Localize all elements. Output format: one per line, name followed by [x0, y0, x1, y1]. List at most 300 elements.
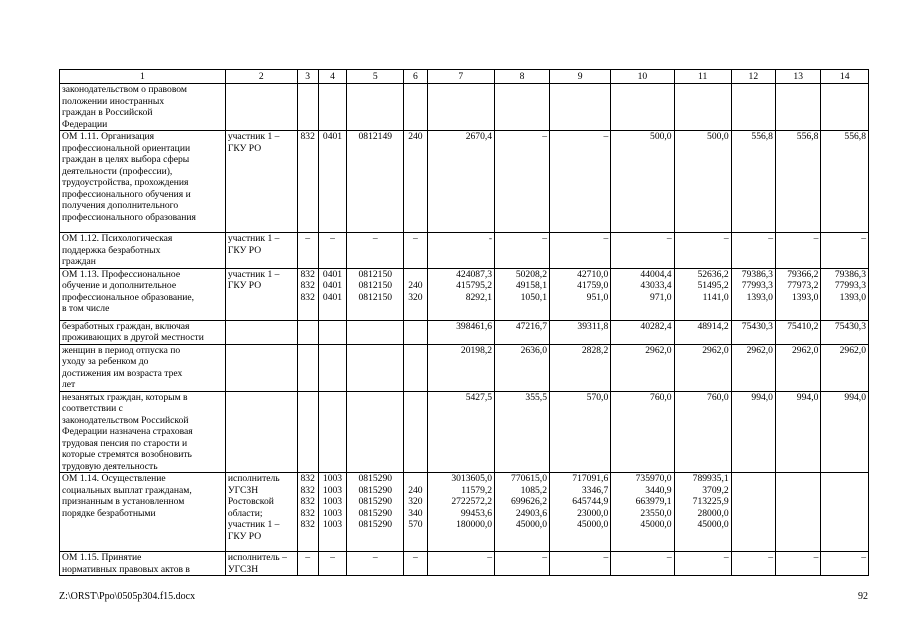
table-cell [550, 268, 611, 320]
cell-line: законодательством Российской [62, 414, 189, 426]
table-cell [297, 344, 318, 391]
table-cell [674, 344, 731, 391]
cell-line: 0815290 [358, 496, 393, 507]
cell-line: социальных выплат гражданам, [62, 484, 192, 496]
table-cell [611, 320, 674, 344]
table-cell [775, 473, 820, 552]
table-cell [318, 131, 347, 233]
table-cell [427, 391, 495, 473]
cell-line: 52636,2 [697, 268, 729, 280]
cell-line: 0812150 [358, 280, 393, 291]
cell-line: 500,0 [707, 131, 729, 142]
table-cell [674, 552, 731, 576]
table-cell [297, 320, 318, 344]
table-cell [427, 233, 495, 269]
column-header: 5 [347, 70, 404, 84]
cell-line: 424087,3 [456, 268, 493, 280]
table-cell [495, 320, 550, 344]
cell-line: 951,0 [586, 291, 609, 303]
table-cell [404, 552, 427, 576]
table-cell [60, 344, 226, 391]
cell-line: 2962,0 [645, 344, 672, 356]
cell-line: Ростовской [227, 496, 274, 507]
cell-line: 0815290 [358, 507, 393, 519]
table-body [60, 70, 869, 576]
table-cell [821, 84, 869, 131]
cell-line: ОМ 1.15. Принятие [62, 552, 142, 563]
cell-line: 49158,1 [515, 280, 547, 291]
cell-line: 832 [300, 484, 315, 496]
cell-line: 832 [300, 268, 315, 280]
cell-line: – [603, 233, 609, 244]
table-cell [297, 473, 318, 552]
table-cell [731, 268, 775, 320]
cell-line: законодательством о правовом [62, 84, 187, 95]
column-header: 7 [427, 70, 495, 84]
cell-line: ГКУ РО [227, 142, 262, 154]
cell-line: УГСЗН [227, 484, 259, 496]
table-cell [318, 552, 347, 576]
cell-line: 789935,1 [692, 473, 729, 484]
cell-line: – [723, 233, 729, 244]
header-row [60, 70, 869, 84]
table-cell [297, 131, 318, 233]
cell-line: – [542, 233, 547, 244]
cell-line: 180000,0 [456, 519, 493, 530]
cell-line: – [666, 233, 672, 244]
cell-line: деятельности (профессии), [62, 165, 173, 177]
cell-line: – [413, 552, 418, 563]
table-cell [731, 233, 775, 269]
table-cell [225, 473, 297, 552]
cell-line: - [488, 233, 493, 244]
cell-line: – [305, 552, 311, 563]
cell-line: 340 [408, 507, 423, 519]
table-cell [347, 131, 404, 233]
cell-line: 971,0 [650, 291, 672, 303]
cell-line [405, 473, 425, 485]
cell-line: 2962,0 [792, 344, 819, 356]
cell-line: ОМ 1.14. Осуществление [62, 473, 166, 484]
table-cell [60, 473, 226, 552]
cell-line: 23550,0 [640, 507, 672, 519]
table-cell [611, 84, 674, 131]
table-cell [674, 233, 731, 269]
column-header: 4 [318, 70, 347, 84]
table-cell [60, 268, 226, 320]
cell-line: ГКУ РО [227, 280, 262, 291]
table-cell [60, 320, 226, 344]
cell-line: – [813, 552, 819, 563]
cell-line: – [768, 552, 773, 563]
cell-line: 40282,4 [640, 320, 672, 332]
cell-line: 415795,2 [456, 280, 493, 291]
cell-line: 75430,3 [741, 320, 773, 332]
cell-line: трудовую деятельность [62, 460, 158, 472]
cell-line: граждан [62, 256, 96, 267]
cell-line: 1003 [322, 484, 343, 496]
cell-line: 1393,0 [839, 291, 866, 303]
cell-line: 11579,2 [461, 484, 493, 496]
table-cell [225, 131, 297, 233]
table-cell [495, 391, 550, 473]
cell-line: безработных граждан, включая [62, 320, 190, 332]
table-cell [821, 268, 869, 320]
table-cell [60, 84, 226, 131]
cell-line: проживающих в другой местности [62, 332, 204, 343]
table-cell [404, 320, 427, 344]
cell-line: 832 [300, 507, 315, 519]
cell-line: 556,8 [751, 131, 773, 142]
cell-line: признанным в установленном [62, 496, 185, 507]
table-cell [60, 233, 226, 269]
table-cell [611, 233, 674, 269]
table-cell [550, 320, 611, 344]
table-cell [731, 131, 775, 233]
cell-line: 77993,3 [834, 280, 866, 291]
cell-line: 0812150 [358, 291, 393, 303]
cell-line: 994,0 [844, 391, 866, 403]
table-cell [821, 233, 869, 269]
cell-line: лет [62, 379, 76, 390]
cell-line: – [723, 552, 729, 563]
cell-line: Федерации [62, 118, 108, 130]
cell-line: 0401 [322, 268, 343, 280]
cell-line: 699626,2 [511, 496, 547, 507]
column-header: 13 [775, 70, 820, 84]
cell-line: 45000,0 [577, 519, 609, 530]
cell-line: 832 [300, 496, 315, 507]
column-header: 9 [550, 70, 611, 84]
cell-line: – [413, 233, 418, 244]
table-cell [60, 552, 226, 576]
cell-line: 0812150 [358, 268, 393, 280]
table-cell [674, 473, 731, 552]
cell-line: 832 [300, 519, 315, 530]
table-cell [404, 344, 427, 391]
cell-line: 713225,9 [692, 496, 729, 507]
table-cell [318, 391, 347, 473]
cell-line: 355,5 [525, 391, 547, 403]
cell-line: 45000,0 [515, 519, 547, 530]
cell-line: 1003 [322, 519, 343, 530]
table-cell [318, 473, 347, 552]
table-cell [347, 320, 404, 344]
table-cell [297, 552, 318, 576]
table-cell [611, 268, 674, 320]
table-cell [550, 473, 611, 552]
cell-line: 0401 [322, 280, 343, 291]
cell-line: в том числе [62, 303, 110, 314]
table-cell [674, 131, 731, 233]
cell-line: участник 1 – [227, 131, 280, 142]
cell-line: получения дополнительного [62, 200, 179, 211]
cell-line: 0815290 [358, 473, 393, 484]
cell-line: 2636,0 [520, 344, 547, 356]
cell-line: 42710,0 [577, 268, 609, 280]
cell-line: – [372, 233, 378, 244]
table-cell [318, 84, 347, 131]
cell-line: 0401 [322, 291, 343, 303]
table-cell [731, 320, 775, 344]
table-cell [775, 131, 820, 233]
cell-line: 51495,2 [697, 280, 729, 291]
table-cell [427, 552, 495, 576]
cell-line: профессионального образования [62, 211, 196, 223]
cell-line: 663979,1 [635, 496, 672, 507]
cell-line: 77993,3 [741, 280, 773, 291]
cell-line: 23000,0 [577, 507, 609, 519]
cell-line: 79386,3 [741, 268, 773, 280]
table-cell [318, 344, 347, 391]
table-cell [225, 391, 297, 473]
table-cell [674, 268, 731, 320]
table-cell [611, 344, 674, 391]
cell-line: – [542, 131, 547, 142]
cell-line: 1050,1 [520, 291, 547, 303]
table-cell [821, 391, 869, 473]
cell-line: 240 [408, 280, 423, 291]
table-cell [731, 473, 775, 552]
table-cell [297, 233, 318, 269]
cell-line: 832 [300, 131, 315, 142]
cell-line [405, 269, 425, 281]
cell-line: 3013605,0 [451, 473, 493, 484]
table-row [60, 552, 869, 576]
table-cell [347, 552, 404, 576]
cell-line: 75410,2 [787, 320, 819, 332]
cell-line: 240 [408, 484, 423, 496]
column-header: 3 [297, 70, 318, 84]
cell-line: 1003 [322, 473, 343, 484]
table-cell [731, 552, 775, 576]
column-header: 2 [225, 70, 297, 84]
cell-line: 75430,3 [834, 320, 866, 332]
table-cell [427, 344, 495, 391]
cell-line: 1141,0 [702, 291, 729, 303]
cell-line: ОМ 1.13. Профессиональное [62, 268, 181, 280]
cell-line: 1393,0 [746, 291, 773, 303]
cell-line: – [305, 233, 311, 244]
cell-line: которые стремятся возобновить [62, 449, 192, 460]
table-cell [775, 320, 820, 344]
cell-line: – [542, 552, 547, 563]
table-cell [731, 84, 775, 131]
table-cell [225, 84, 297, 131]
cell-line: достижения им возраста трех [62, 367, 183, 379]
cell-line: 45000,0 [697, 519, 729, 530]
cell-line: исполнитель – [227, 552, 287, 563]
cell-line: 832 [300, 473, 315, 484]
cell-line: 99453,6 [460, 507, 493, 519]
footer-file-path: Z:\ORST\Ppo\0505p304.f15.docx [59, 591, 196, 602]
column-header: 14 [821, 70, 869, 84]
cell-line: 5427,5 [465, 391, 493, 403]
cell-line: 43033,4 [640, 280, 672, 291]
table-cell [550, 391, 611, 473]
table-cell [821, 552, 869, 576]
table-cell [495, 233, 550, 269]
cell-line: 770615,0 [511, 473, 547, 484]
cell-line: граждан в целях выбора сферы [62, 154, 190, 165]
cell-line: 28000,0 [697, 507, 729, 519]
cell-line: 24903,6 [515, 507, 547, 519]
table-cell [404, 233, 427, 269]
table-cell [225, 552, 297, 576]
cell-line: области; [227, 507, 263, 519]
cell-line: трудоустройства, прохождения [62, 177, 189, 188]
table-cell [775, 84, 820, 131]
table-cell [297, 84, 318, 131]
table-cell [404, 268, 427, 320]
cell-line: ГКУ РО [227, 530, 262, 542]
cell-line: 1003 [322, 496, 343, 507]
cell-line: 735970,0 [635, 473, 672, 484]
cell-line: соответствии с [62, 403, 123, 414]
table-cell [318, 233, 347, 269]
cell-line: ОМ 1.12. Психологическая [62, 233, 173, 244]
cell-line: ОМ 1.11. Организация [62, 131, 155, 142]
page-number: 92 [858, 591, 868, 602]
table-cell [550, 552, 611, 576]
table-cell [611, 473, 674, 552]
cell-line: 79386,3 [834, 268, 866, 280]
table-cell [775, 268, 820, 320]
cell-line: 832 [300, 291, 315, 303]
cell-line: 20198,2 [460, 344, 493, 356]
cell-line: 3440,9 [645, 484, 672, 496]
table-cell [404, 84, 427, 131]
table-row [60, 131, 869, 233]
cell-line: – [603, 131, 609, 142]
table-cell [821, 131, 869, 233]
table-row [60, 473, 869, 552]
table-cell [611, 391, 674, 473]
column-header: 11 [674, 70, 731, 84]
table-cell [347, 84, 404, 131]
cell-line: – [768, 233, 773, 244]
table-cell [427, 268, 495, 320]
table-cell [550, 84, 611, 131]
cell-line: 3709,2 [702, 484, 729, 496]
table-cell [60, 131, 226, 233]
cell-line: – [666, 552, 672, 563]
table-cell [347, 391, 404, 473]
cell-line: ГКУ РО [227, 244, 262, 256]
table-cell [674, 84, 731, 131]
table-cell [495, 84, 550, 131]
table-cell [821, 473, 869, 552]
table-cell [495, 131, 550, 233]
table-cell [347, 473, 404, 552]
cell-line: 570,0 [586, 391, 609, 403]
table-cell [347, 268, 404, 320]
table-cell [297, 391, 318, 473]
table-cell [225, 268, 297, 320]
cell-line: 77973,2 [787, 280, 819, 291]
table-cell [821, 344, 869, 391]
cell-line: 2670,4 [465, 131, 493, 142]
budget-table [59, 69, 869, 576]
table-row [60, 391, 869, 473]
cell-line: уходу за ребенком до [62, 356, 149, 367]
column-header: 12 [731, 70, 775, 84]
cell-line: 760,0 [707, 391, 729, 403]
cell-line: 556,8 [844, 131, 866, 142]
cell-line: исполнитель [227, 473, 280, 484]
table-cell [611, 552, 674, 576]
table-cell [495, 552, 550, 576]
table-cell [225, 344, 297, 391]
cell-line: 2962,0 [702, 344, 729, 356]
cell-line: поддержка безработных [62, 244, 161, 256]
column-header: 10 [611, 70, 674, 84]
cell-line: 1003 [322, 507, 343, 519]
cell-line: 994,0 [751, 391, 773, 403]
table-cell [495, 268, 550, 320]
table-cell [225, 320, 297, 344]
table-cell [427, 131, 495, 233]
cell-line: 994,0 [796, 391, 819, 403]
table-cell [674, 320, 731, 344]
column-header: 6 [404, 70, 427, 84]
cell-line: 832 [300, 280, 315, 291]
table-cell [550, 344, 611, 391]
cell-line: порядке безработными [62, 507, 156, 519]
table-cell [731, 344, 775, 391]
cell-line: 398461,6 [456, 320, 493, 332]
cell-line: 556,8 [796, 131, 819, 142]
cell-line: – [861, 233, 866, 244]
table-cell [225, 233, 297, 269]
cell-line: – [813, 233, 819, 244]
table-cell [318, 320, 347, 344]
table-row [60, 268, 869, 320]
cell-line: женщин в период отпуска по [62, 344, 181, 356]
cell-line: трудовая пенсия по старости и [62, 437, 188, 449]
table-cell [347, 233, 404, 269]
cell-line: 41759,0 [577, 280, 609, 291]
cell-line: 50208,2 [515, 268, 547, 280]
table-cell [404, 131, 427, 233]
cell-line: – [330, 233, 335, 244]
cell-line: 717091,6 [572, 473, 609, 484]
cell-line: 45000,0 [640, 519, 672, 530]
cell-line: профессиональное образование, [62, 291, 195, 303]
cell-line: 2962,0 [746, 344, 773, 356]
cell-line: незанятых граждан, которым в [62, 391, 188, 403]
cell-line: 3346,7 [581, 484, 609, 496]
cell-line: 0401 [322, 131, 343, 142]
cell-line: – [603, 552, 609, 563]
table-row [60, 233, 869, 269]
table-cell [611, 131, 674, 233]
table-row [60, 84, 869, 131]
cell-line: 645744,9 [572, 496, 609, 507]
cell-line: Федерации назначена страховая [62, 426, 193, 437]
cell-line: участник 1 – [227, 268, 280, 280]
table-cell [495, 473, 550, 552]
table-cell [550, 233, 611, 269]
table-cell [427, 473, 495, 552]
cell-line: 48914,2 [697, 320, 729, 332]
cell-line: 79366,2 [787, 268, 819, 280]
column-header: 8 [495, 70, 550, 84]
cell-line: 1085,2 [520, 484, 547, 496]
cell-line: участник 1 – [227, 233, 280, 244]
cell-line: положении иностранных [62, 95, 165, 107]
cell-line: 0812149 [358, 131, 393, 142]
